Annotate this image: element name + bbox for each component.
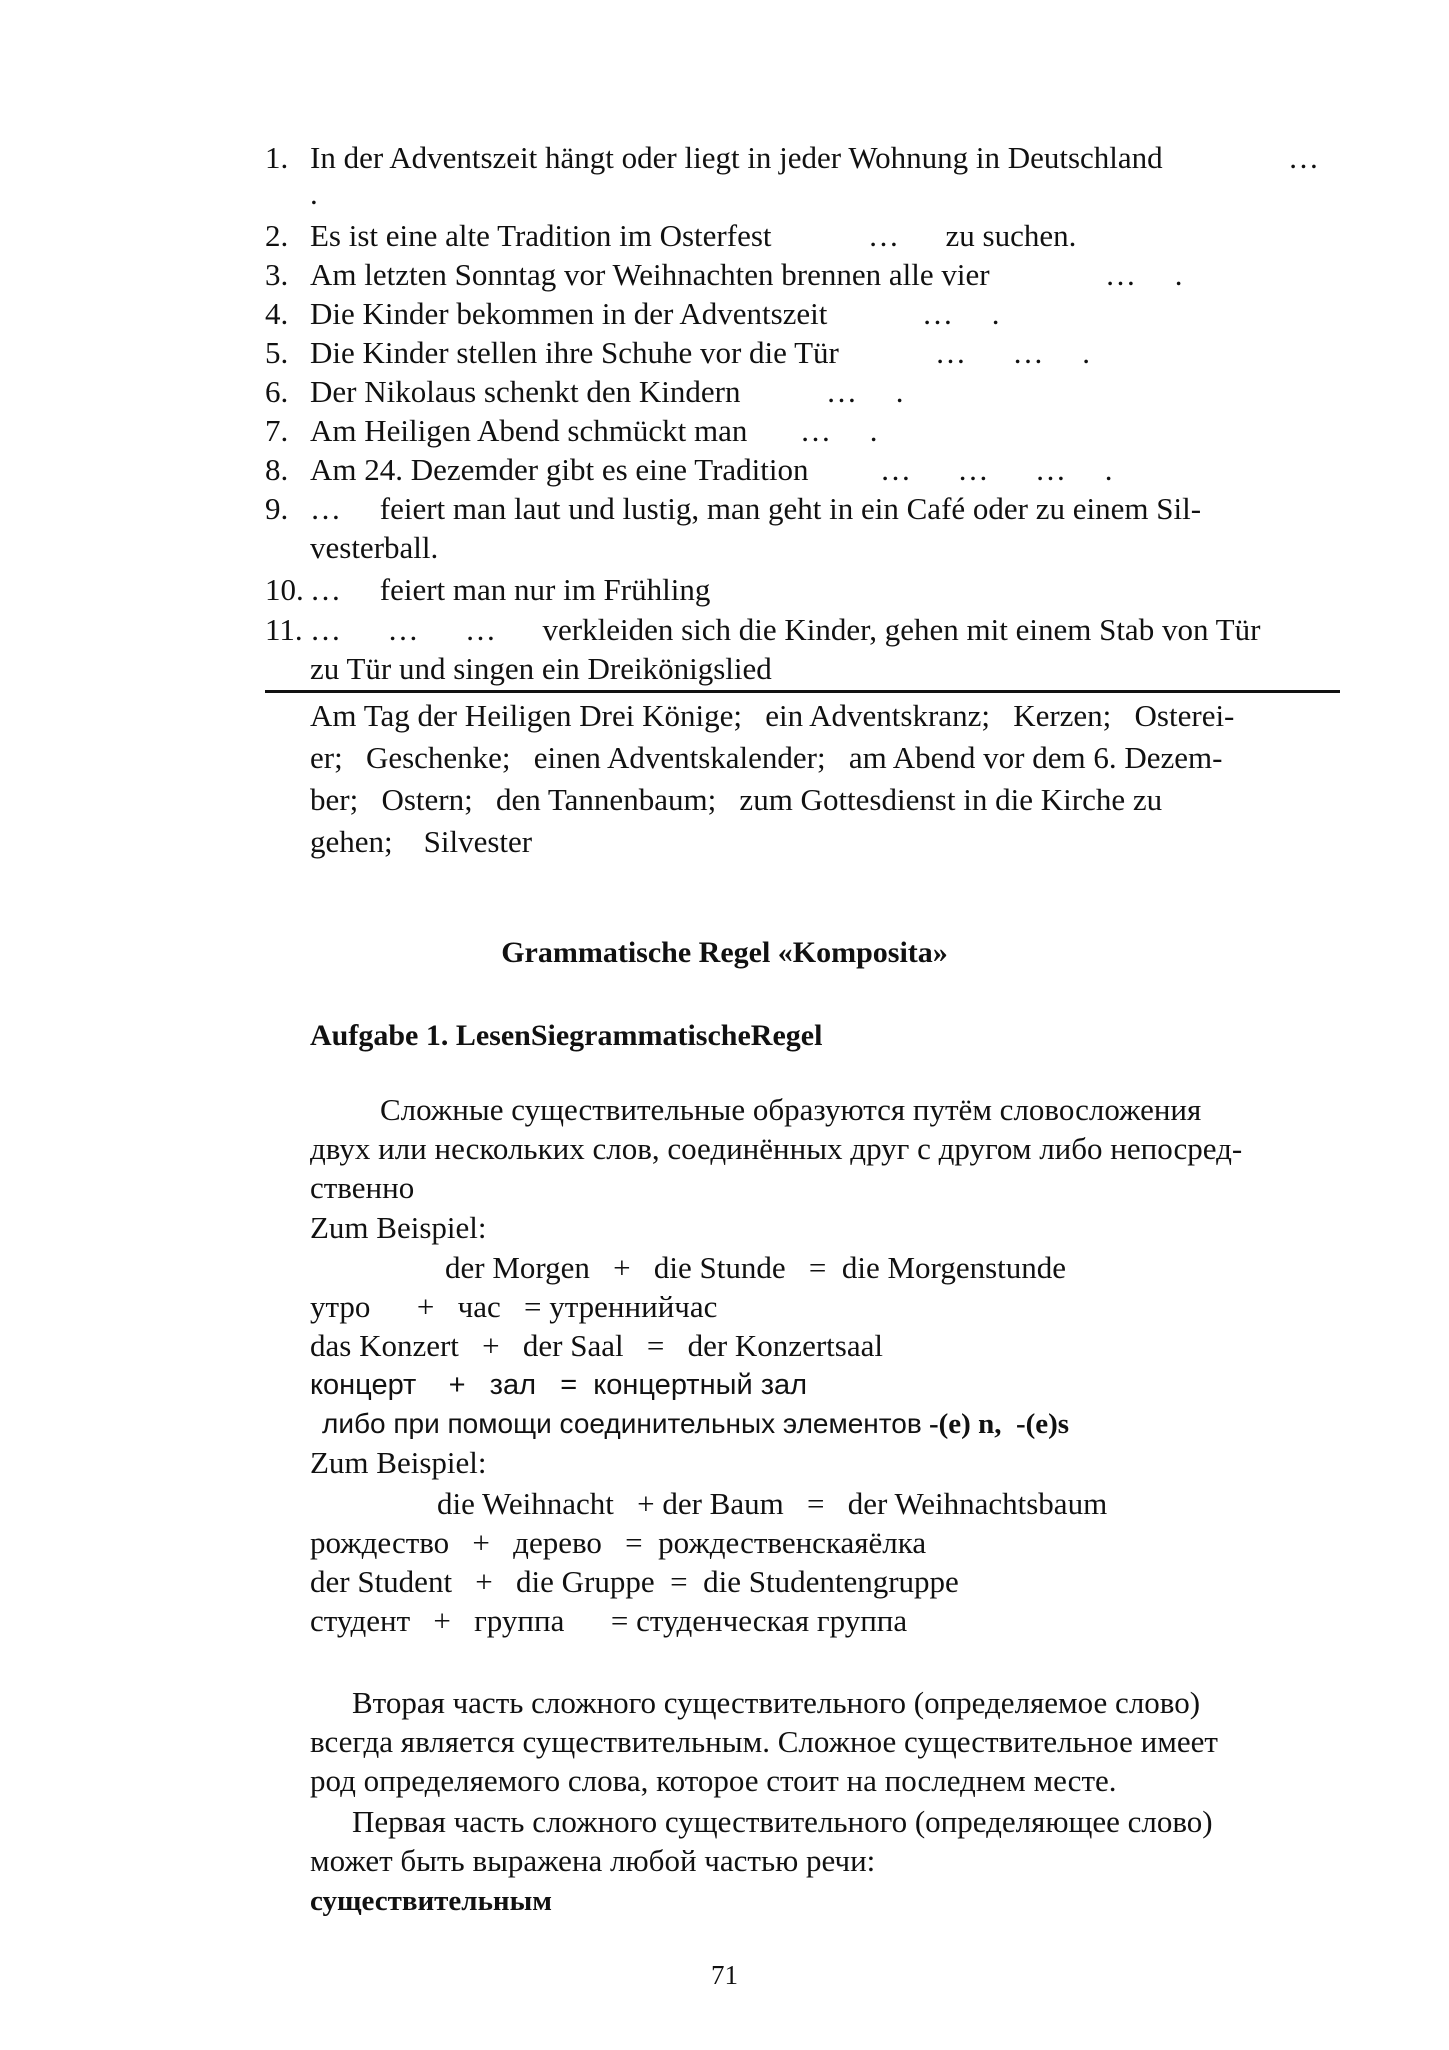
rule-text: Первая часть сложного существительного (определяющее слово) bbox=[352, 1804, 1213, 1839]
example-label: Zum Beispiel: bbox=[310, 1210, 487, 1245]
example-line: der Morgen + die Stunde = die Morgenstunde bbox=[445, 1250, 1067, 1285]
item-number: 6. bbox=[265, 374, 289, 409]
item-number: 4. bbox=[265, 296, 289, 331]
rule-text: всегда является существительным. Сложное существительное имеет bbox=[310, 1724, 1218, 1759]
item-gap: … … . bbox=[935, 335, 1090, 370]
rule-text: ственно bbox=[310, 1170, 415, 1205]
example-label: Zum Beispiel: bbox=[310, 1445, 487, 1480]
link-elements-suffixes: -(e) n, -(e)s bbox=[921, 1408, 1070, 1440]
item-gap: … . bbox=[1105, 257, 1183, 292]
page-number: 71 bbox=[711, 1960, 738, 1990]
item-gap: … zu suchen. bbox=[868, 218, 1077, 253]
example-line: die Weihnacht + der Baum = der Weihnachtsbaum bbox=[437, 1486, 1108, 1521]
item-text: Es ist eine alte Tradition im Osterfest bbox=[310, 218, 772, 253]
list-item-continuation bbox=[0, 651, 1449, 687]
item-gap: … . bbox=[922, 296, 1000, 331]
example-line: der Student + die Gruppe = die Studentengruppe bbox=[310, 1564, 959, 1599]
item-number: 8. bbox=[265, 452, 289, 487]
link-elements-line bbox=[322, 1406, 1069, 1442]
list-item-continuation bbox=[0, 530, 1449, 566]
list-item bbox=[0, 612, 1449, 648]
divider-line bbox=[265, 690, 1340, 693]
list-item bbox=[0, 374, 1449, 410]
example-line: студент + группа = студенческая группа bbox=[310, 1603, 908, 1638]
task-heading: Aufgabe 1. LesenSiegrammatischeRegel bbox=[310, 1019, 823, 1052]
list-item bbox=[0, 257, 1449, 293]
list-item bbox=[0, 296, 1449, 332]
item-number: 7. bbox=[265, 413, 289, 448]
rule-text: Сложные существительные образуются путём словосложения bbox=[380, 1092, 1202, 1127]
list-item bbox=[0, 413, 1449, 449]
link-elements-text: либо при помощи соединительных элементов bbox=[322, 1408, 922, 1439]
item-text: … feiert man nur im Frühling bbox=[310, 572, 711, 607]
item-text: Die Kinder stellen ihre Schuhe vor die Tür bbox=[310, 335, 839, 370]
item-number: 11. bbox=[265, 612, 303, 647]
word-box-line: Am Tag der Heiligen Drei Könige; ein Adventskranz; Kerzen; Osterei- bbox=[310, 698, 1235, 733]
item-gap: … . bbox=[826, 374, 904, 409]
word-box-line: gehen; Silvester bbox=[310, 824, 533, 859]
example-line: das Konzert + der Saal = der Konzertsaal bbox=[310, 1328, 883, 1363]
item-text: In der Adventszeit hängt oder liegt in jeder Wohnung in Deutschland bbox=[310, 140, 1163, 175]
item-number: 5. bbox=[265, 335, 289, 370]
example-line: концерт + зал = концертный зал bbox=[310, 1369, 808, 1401]
section-title: Grammatische Regel «Komposita» bbox=[501, 936, 948, 969]
rule-text: род определяемого слова, которое стоит на последнем месте. bbox=[310, 1763, 1117, 1798]
item-text: Der Nikolaus schenkt den Kindern bbox=[310, 374, 741, 409]
example-line: утро + час = утреннийчас bbox=[310, 1289, 718, 1324]
list-item bbox=[0, 335, 1449, 371]
list-item-continuation bbox=[0, 176, 1449, 212]
item-text: … feiert man laut und lustig, man geht in ein Café oder zu einem Sil- bbox=[310, 491, 1202, 526]
word-box-line: ber; Ostern; den Tannenbaum; zum Gottesdienst in die Kirche zu bbox=[310, 782, 1163, 817]
item-number: 1. bbox=[265, 140, 289, 175]
item-text: Am letzten Sonntag vor Weihnachten brennen alle vier bbox=[310, 257, 990, 292]
example-line: рождество + дерево = рождественскаяёлка bbox=[310, 1525, 927, 1560]
item-number: 2. bbox=[265, 218, 289, 253]
item-text-cont: . bbox=[310, 176, 318, 211]
item-gap: … bbox=[1288, 140, 1319, 175]
rule-text-bold: существительным bbox=[310, 1885, 553, 1917]
rule-text: Вторая часть сложного существительного (определяемое слово) bbox=[352, 1685, 1201, 1720]
item-text-cont: zu Tür und singen ein Dreikönigslied bbox=[310, 651, 772, 686]
list-item bbox=[0, 572, 1449, 608]
item-text: Am Heiligen Abend schmückt man bbox=[310, 413, 748, 448]
word-box-line: er; Geschenke; einen Adventskalender; am Abend vor dem 6. Dezem- bbox=[310, 740, 1223, 775]
item-number: 3. bbox=[265, 257, 289, 292]
item-text: Die Kinder bekommen in der Adventszeit bbox=[310, 296, 828, 331]
rule-text: двух или нескольких слов, соединённых друг с другом либо непосред- bbox=[310, 1131, 1243, 1166]
list-item bbox=[0, 452, 1449, 488]
list-item bbox=[0, 218, 1449, 254]
list-item bbox=[0, 491, 1449, 527]
item-number: 10. bbox=[265, 572, 304, 607]
item-gap: … … … . bbox=[880, 452, 1113, 487]
item-text: … … … verkleiden sich die Kinder, gehen mit einem Stab von Tür bbox=[310, 612, 1261, 647]
item-text: Am 24. Dezemder gibt es eine Tradition bbox=[310, 452, 809, 487]
rule-text: может быть выражена любой частью речи: bbox=[310, 1843, 876, 1878]
item-number: 9. bbox=[265, 491, 289, 526]
item-text-cont: vesterball. bbox=[310, 530, 439, 565]
list-item bbox=[0, 140, 1449, 176]
item-gap: … . bbox=[800, 413, 878, 448]
